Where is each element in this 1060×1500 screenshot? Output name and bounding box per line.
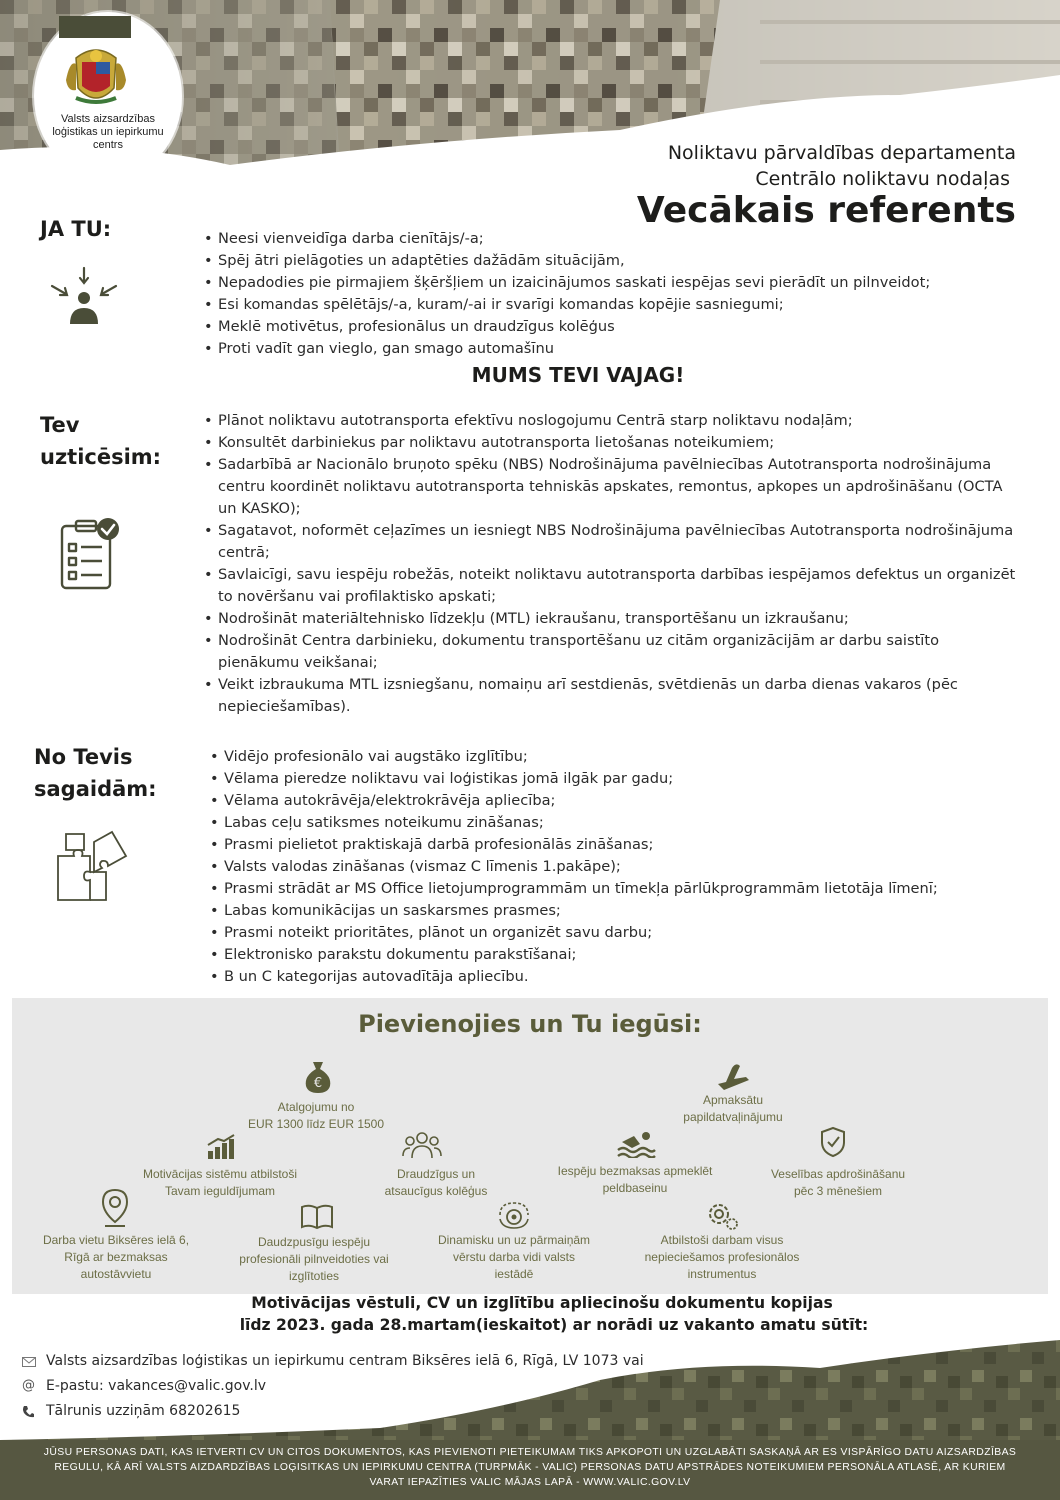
section-you-list [204,228,1024,360]
apply-instructions-line2: līdz 2023. gada 28.martam(ieskaitot) ar norādi uz vakanto amatu sūtīt: [239,1316,869,1334]
contact-phone: Tālrunis uzziņām 68202615 [46,1403,241,1419]
department-line2: Centrālo noliktavu nodaļas [755,168,1010,190]
section-you-heading: JA TU: [40,217,112,241]
benefit-motivation: Motivācijas sistēmu atbilstoši Tavam ieguldījumam [142,1167,298,1198]
list-item: • Neesi vienveidīga darba cienītājs/-a; [204,228,1024,250]
list-item: • Meklē motivētus, profesionālus un draudzīgus kolēģus [204,316,1024,338]
job-title: Vecākais referents [636,190,1016,231]
tools-gear-icon [704,1200,740,1232]
list-item: • Prasmi pielietot praktiskajā darbā profesionālās zināšanas; [210,834,1030,856]
section-tasks-heading [40,409,190,473]
swimming-icon [616,1130,656,1158]
list-item: • Nodrošināt materiāltehnisko līdzekļu (MTL) iekraušanu, transportēšanu un izkraušanu; [204,608,1024,630]
section-requirements-list [210,746,1030,988]
benefit-vacation: Apmaksātu papildatvaļinājumu [683,1093,783,1124]
checklist-icon [56,516,122,592]
list-item: • Vēlama autokrāvēja/elektrokrāvēja apliecība; [210,790,1030,812]
list-item: • Spēj ātri pielāgoties un adaptēties dažādām situācijām, [204,250,1024,272]
contact-email[interactable]: E-pastu: vakances@valic.gov.lv [46,1378,267,1394]
section-req-heading-line2: sagaidām: [34,777,157,801]
location-pin-icon [101,1188,129,1228]
list-item: • Plānot noliktavu autotransporta efektīvu noslogojumu Centrā starp noliktavu nodaļām; [204,410,1024,432]
list-item: • Prasmi strādāt ar MS Office lietojumprogrammām un tīmekļa pārlūkprogrammām lietotāja līmenī; [210,878,1030,900]
colleagues-icon [402,1130,442,1160]
list-item: • Sagatavot, noformēt ceļazīmes un iesniegt NBS Nodrošinājuma pavēlniecības Autotransporta nodrošinājuma centrā; [204,520,1024,564]
contact-mail-address: Valsts aizsardzības loģistikas un iepirkumu centram Biksēres ielā 6, Rīgā, LV 1073 vai [46,1353,644,1369]
logo-tab [59,16,131,38]
list-item: • Veikt izbraukuma MTL izsniegšanu, nomaiņu arī sestdienās, svētdienās un darba dienas vakaros (pēc nepieciešamības). [204,674,1024,718]
section-requirements-heading [34,741,194,805]
benefits-title: Pievienojies un Tu iegūsi: [358,1010,702,1038]
list-item: • B un C kategorijas autovadītāja apliecību. [210,966,1030,988]
at-sign-icon: @ [22,1378,35,1393]
we-need-you-heading: MUMS TEVI VAJAG! [471,363,685,387]
department-line1: Noliktavu pārvaldības departamenta [667,142,1016,164]
section-tasks-heading-line1: Tev [40,413,80,437]
list-item: • Labas ceļu satiksmes noteikumu zināšanas; [210,812,1030,834]
list-item: • Proti vadīt gan vieglo, gan smago automašīnu [204,338,1024,360]
list-item: • Nepadodies pie pirmajiem šķēršļiem un izaicinājumos saskati iespējas sevi pierādīt un pilnveidot; [204,272,1024,294]
list-item: • Esi komandas spēlētājs/-a, kuram/-ai ir svarīgi komandas kopējie sasniegumi; [204,294,1024,316]
benefit-colleagues: Draudzīgus un atsaucīgus kolēģus [384,1167,488,1198]
benefit-dynamic: Dinamisku un uz pārmaiņām vērstu darba vidi valsts iestādē [437,1233,591,1281]
puzzle-icon [54,828,130,904]
benefit-tools: Atbilstoši darbam visus nepieciešamos profesionālos instrumentus [644,1233,800,1281]
benefit-health: Veselības apdrošināšanu pēc 3 mēnešiem [770,1167,906,1198]
money-bag-icon [302,1060,334,1094]
envelope-icon [22,1357,36,1367]
list-item: • Vidējo profesionālo vai augstāko izglītību; [210,746,1030,768]
list-item: • Konsultēt darbiniekus par noliktavu autotransporta lietošanas noteikumiem; [204,432,1024,454]
dynamic-gears-icon [496,1200,532,1230]
section-tasks-heading-line2: uzticēsim: [40,445,162,469]
growth-chart-icon [206,1133,236,1161]
coat-of-arms-icon [62,40,130,112]
list-item: • Vēlama pieredze noliktavu vai loģistikas jomā ilgāk par gadu; [210,768,1030,790]
list-item: • Labas komunikācijas un saskarsmes prasmes; [210,900,1030,922]
logo-org-name: Valsts aizsardzības loģistikas un iepirkumu centrs [52,113,164,151]
list-item: • Prasmi noteikt prioritātes, plānot un organizēt savu darbu; [210,922,1030,944]
list-item: • Sadarbībā ar Nacionālo bruņoto spēku (NBS) Nodrošinājuma pavēlniecības Autotransporta nodrošinājuma centru koordinēt noliktavu autotransporta tehniskās apskates, remontus, apkopes un apdrošināšanu (OCTA un KASKO); [204,454,1024,520]
section-tasks-list [204,410,1024,718]
airplane-icon [716,1062,750,1092]
phone-icon [22,1405,35,1419]
benefit-salary: Atalgojumu no EUR 1300 līdz EUR 1500 [247,1100,385,1131]
list-item: • Savlaicīgi, savu iespēju robežās, noteikt noliktavu autotransporta darbības iespējamos defektus un organizēt to novēršanu vai profilaktisko apskati; [204,564,1024,608]
list-item: • Elektronisko parakstu dokumentu parakstīšanai; [210,944,1030,966]
person-focus-icon [48,266,120,328]
shield-icon [820,1126,846,1158]
section-req-heading-line1: No Tevis [34,745,133,769]
benefit-growth: Daudzpusīgu iespēju profesionāli pilnveidoties vai izglītoties [239,1235,389,1283]
list-item: • Valsts valodas zināšanas (vismaz C līmenis 1.pakāpe); [210,856,1030,878]
svg-text:€: € [313,1076,323,1091]
benefit-location: Darba vietu Biksēres ielā 6, Rīgā ar bezmaksas autostāvvietu [42,1233,190,1281]
gdpr-footer-notice: JŪSU PERSONAS DATI, KAS IETVERTI CV UN CITOS DOKUMENTOS, KAS PIEVIENOTI PIETEIKUMAM TIKS APKOPOTI UN UZGLABĀTI SASKAŅĀ AR ES VISPĀRĪGO DATU AIZSARDZĪBAS REGULU, KĀ ARĪ VALSTS AIZDARDZĪBAS LOĢISITKAS UN IEPIRKUMU CENTRA (TURPMĀK - VALIC) PERSONAS DATU APSTRĀDES NOTEIKUMIEM PERSONĀLA ATLASĒ, AR KURIEM VARAT IEPAZĪTIES VALIC MĀJAS LAPĀ - WWW.VALIC.GOV.LV [43,1447,1017,1488]
book-icon [300,1203,334,1231]
apply-instructions-line1: Motivācijas vēstuli, CV un izglītību apliecinošu dokumentu kopijas [251,1294,833,1312]
list-item: • Nodrošināt Centra darbinieku, dokumentu transportēšanu uz citām organizācijām ar darbu saistīto pienākumu veikšanai; [204,630,1024,674]
benefit-pool: Iespēju bezmaksas apmeklēt peldbaseinu [557,1164,713,1195]
